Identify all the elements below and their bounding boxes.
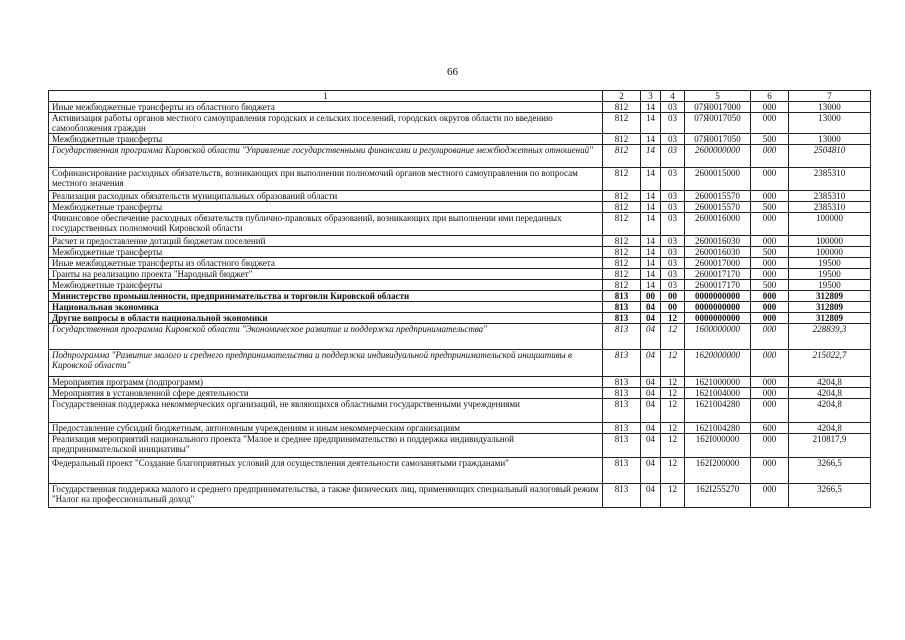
- amount: 2385310: [789, 191, 871, 202]
- amount: 2385310: [789, 202, 871, 213]
- amount: 4204,8: [789, 423, 871, 434]
- section-code: 14: [641, 202, 661, 213]
- ved-code: 812: [603, 102, 641, 113]
- ved-code: 812: [603, 236, 641, 247]
- amount: 228839,3: [789, 324, 871, 350]
- ved-code: 813: [603, 423, 641, 434]
- target-article-code: 0000000000: [685, 313, 751, 324]
- expense-type-code: 500: [751, 134, 789, 145]
- row-name: Государственная программа Кировской области "Экономическое развитие и поддержка предпринимательства": [49, 324, 603, 350]
- target-article-code: 162I255270: [685, 484, 751, 508]
- expense-type-code: 000: [751, 213, 789, 236]
- page-number: 66: [447, 66, 458, 78]
- row-name: Федеральный проект "Создание благоприятных условий для осуществления деятельности самозанятыми гражданами": [49, 458, 603, 484]
- row-name: Реализация мероприятий национального проекта "Малое и среднее предпринимательство и поддержка индивидуальной предпринимательской инициативы": [49, 434, 603, 458]
- row-name: Реализация расходных обязательств муниципальных образований области: [49, 191, 603, 202]
- ved-code: 813: [603, 313, 641, 324]
- target-article-code: 2600000000: [685, 145, 751, 168]
- amount: 13000: [789, 113, 871, 134]
- subsection-code: 12: [661, 350, 685, 377]
- row-name: Государственная поддержка некоммерческих организаций, не являющихся областными государственными учреждениями: [49, 399, 603, 423]
- target-article-code: 1621000000: [685, 377, 751, 388]
- target-article-code: 0000000000: [685, 291, 751, 302]
- target-article-code: 2600015570: [685, 191, 751, 202]
- target-article-code: 1621004280: [685, 399, 751, 423]
- subsection-code: 12: [661, 324, 685, 350]
- expense-type-code: 000: [751, 302, 789, 313]
- subsection-code: 03: [661, 213, 685, 236]
- row-name: Национальная экономика: [49, 302, 603, 313]
- expense-type-code: 000: [751, 168, 789, 191]
- table-row: [49, 434, 871, 458]
- amount: 100000: [789, 213, 871, 236]
- expense-type-code: 000: [751, 377, 789, 388]
- subsection-code: 12: [661, 434, 685, 458]
- subsection-code: 03: [661, 202, 685, 213]
- section-code: 14: [641, 213, 661, 236]
- subsection-code: 12: [661, 399, 685, 423]
- amount: 100000: [789, 247, 871, 258]
- section-code: 04: [641, 399, 661, 423]
- column-header: 1: [49, 91, 603, 102]
- amount: 4204,8: [789, 399, 871, 423]
- section-code: 04: [641, 324, 661, 350]
- target-article-code: 2600015570: [685, 202, 751, 213]
- subsection-code: 12: [661, 313, 685, 324]
- row-name: Государственная поддержка малого и среднего предпринимательства, а также физических лиц, применяющих специальный налоговый режим "Налог на профессиональный доход": [49, 484, 603, 508]
- row-name: Расчет и предоставление дотаций бюджетам поселений: [49, 236, 603, 247]
- row-name: Гранты на реализацию проекта "Народный бюджет": [49, 269, 603, 280]
- section-code: 04: [641, 388, 661, 399]
- amount: 2504810: [789, 145, 871, 168]
- ved-code: 813: [603, 324, 641, 350]
- amount: 3266,5: [789, 484, 871, 508]
- expense-type-code: 000: [751, 145, 789, 168]
- subsection-code: 03: [661, 191, 685, 202]
- column-header: 4: [661, 91, 685, 102]
- subsection-code: 03: [661, 280, 685, 291]
- section-code: 04: [641, 302, 661, 313]
- section-code: 04: [641, 350, 661, 377]
- table-row: [49, 247, 871, 258]
- row-name: Софинансирование расходных обязательств, возникающих при выполнении полномочий органов местного самоуправления по вопросам местного значения: [49, 168, 603, 191]
- target-article-code: 1620000000: [685, 350, 751, 377]
- expense-type-code: 000: [751, 113, 789, 134]
- table-row: [49, 280, 871, 291]
- target-article-code: 2600017170: [685, 269, 751, 280]
- subsection-code: 03: [661, 113, 685, 134]
- table-row: [49, 350, 871, 377]
- ved-code: 812: [603, 258, 641, 269]
- section-code: 00: [641, 291, 661, 302]
- subsection-code: 12: [661, 458, 685, 484]
- row-name: Подпрограмма "Развитие малого и среднего предпринимательства и поддержка индивидуальной предпринимательской инициативы в Кировской области": [49, 350, 603, 377]
- expense-type-code: 600: [751, 423, 789, 434]
- expense-type-code: 000: [751, 291, 789, 302]
- target-article-code: 1621004280: [685, 423, 751, 434]
- amount: 19500: [789, 269, 871, 280]
- row-name: Мероприятия в установленной сфере деятельности: [49, 388, 603, 399]
- amount: 312809: [789, 291, 871, 302]
- subsection-code: 00: [661, 302, 685, 313]
- expense-type-code: 000: [751, 191, 789, 202]
- target-article-code: 2600016000: [685, 213, 751, 236]
- table-row: [49, 399, 871, 423]
- ved-code: 812: [603, 280, 641, 291]
- column-header: 2: [603, 91, 641, 102]
- target-article-code: 07Я0017050: [685, 113, 751, 134]
- expense-type-code: 000: [751, 388, 789, 399]
- amount: 4204,8: [789, 388, 871, 399]
- row-name: Иные межбюджетные трансферты из областного бюджета: [49, 258, 603, 269]
- table-row: [49, 388, 871, 399]
- column-header: 3: [641, 91, 661, 102]
- ved-code: 813: [603, 484, 641, 508]
- table-row: [49, 202, 871, 213]
- ved-code: 812: [603, 191, 641, 202]
- table-row: [49, 313, 871, 324]
- amount: 13000: [789, 102, 871, 113]
- ved-code: 813: [603, 399, 641, 423]
- ved-code: 813: [603, 434, 641, 458]
- target-article-code: 0000000000: [685, 302, 751, 313]
- section-code: 14: [641, 145, 661, 168]
- amount: 210817,9: [789, 434, 871, 458]
- amount: 215022,7: [789, 350, 871, 377]
- section-code: 14: [641, 236, 661, 247]
- target-article-code: 2600015000: [685, 168, 751, 191]
- table-row: [49, 302, 871, 313]
- section-code: 14: [641, 247, 661, 258]
- ved-code: 813: [603, 350, 641, 377]
- column-header: 5: [685, 91, 751, 102]
- target-article-code: 2600016030: [685, 247, 751, 258]
- section-code: 14: [641, 280, 661, 291]
- target-article-code: 2600016030: [685, 236, 751, 247]
- amount: 3266,5: [789, 458, 871, 484]
- target-article-code: 1621004000: [685, 388, 751, 399]
- target-article-code: 2600017000: [685, 258, 751, 269]
- table-row: [49, 423, 871, 434]
- table-row: [49, 134, 871, 145]
- row-name: Межбюджетные трансферты: [49, 247, 603, 258]
- subsection-code: 03: [661, 258, 685, 269]
- row-name: Иные межбюджетные трансферты из областного бюджета: [49, 102, 603, 113]
- row-name: Межбюджетные трансферты: [49, 202, 603, 213]
- expense-type-code: 000: [751, 324, 789, 350]
- expense-type-code: 000: [751, 269, 789, 280]
- expense-type-code: 000: [751, 458, 789, 484]
- ved-code: 812: [603, 269, 641, 280]
- expense-type-code: 000: [751, 258, 789, 269]
- row-name: Предоставление субсидий бюджетным, автономным учреждениям и иным некоммерческим организациям: [49, 423, 603, 434]
- subsection-code: 03: [661, 102, 685, 113]
- subsection-code: 00: [661, 291, 685, 302]
- subsection-code: 12: [661, 423, 685, 434]
- section-code: 14: [641, 258, 661, 269]
- table-row: [49, 213, 871, 236]
- row-name: Межбюджетные трансферты: [49, 134, 603, 145]
- section-code: 14: [641, 113, 661, 134]
- amount: 19500: [789, 258, 871, 269]
- section-code: 14: [641, 168, 661, 191]
- subsection-code: 12: [661, 377, 685, 388]
- table-row: [49, 258, 871, 269]
- expense-type-code: 000: [751, 313, 789, 324]
- subsection-code: 03: [661, 145, 685, 168]
- section-code: 14: [641, 269, 661, 280]
- expense-type-code: 000: [751, 102, 789, 113]
- ved-code: 813: [603, 458, 641, 484]
- expense-type-code: 000: [751, 350, 789, 377]
- expense-type-code: 000: [751, 434, 789, 458]
- ved-code: 812: [603, 168, 641, 191]
- expense-type-code: 000: [751, 484, 789, 508]
- ved-code: 812: [603, 113, 641, 134]
- row-name: Мероприятия программ (подпрограмм): [49, 377, 603, 388]
- subsection-code: 03: [661, 247, 685, 258]
- table-row: [49, 168, 871, 191]
- table-row: [49, 113, 871, 134]
- subsection-code: 03: [661, 168, 685, 191]
- ved-code: 812: [603, 134, 641, 145]
- amount: 13000: [789, 134, 871, 145]
- row-name: Межбюджетные трансферты: [49, 280, 603, 291]
- target-article-code: 2600017170: [685, 280, 751, 291]
- row-name: Активизация работы органов местного самоуправления городских и сельских поселений, городских округов области по введению самообложения граждан: [49, 113, 603, 134]
- ved-code: 813: [603, 377, 641, 388]
- ved-code: 813: [603, 302, 641, 313]
- amount: 100000: [789, 236, 871, 247]
- table-row: [49, 458, 871, 484]
- row-name: Министерство промышленности, предпринимательства и торговли Кировской области: [49, 291, 603, 302]
- target-article-code: 162I200000: [685, 458, 751, 484]
- target-article-code: 1600000000: [685, 324, 751, 350]
- ved-code: 812: [603, 213, 641, 236]
- column-header: 7: [789, 91, 871, 102]
- target-article-code: 162I000000: [685, 434, 751, 458]
- section-code: 04: [641, 313, 661, 324]
- column-number-row: [49, 91, 871, 102]
- amount: 4204,8: [789, 377, 871, 388]
- section-code: 14: [641, 134, 661, 145]
- expense-type-code: 000: [751, 399, 789, 423]
- table-row: [49, 291, 871, 302]
- table-body: [49, 102, 871, 508]
- table-row: [49, 324, 871, 350]
- section-code: 14: [641, 102, 661, 113]
- amount: 19500: [789, 280, 871, 291]
- ved-code: 813: [603, 388, 641, 399]
- subsection-code: 03: [661, 269, 685, 280]
- ved-code: 812: [603, 202, 641, 213]
- table-row: [49, 269, 871, 280]
- subsection-code: 12: [661, 388, 685, 399]
- section-code: 04: [641, 423, 661, 434]
- amount: 2385310: [789, 168, 871, 191]
- target-article-code: 07Я0017050: [685, 134, 751, 145]
- table-row: [49, 145, 871, 168]
- table-row: [49, 484, 871, 508]
- row-name: Финансовое обеспечение расходных обязательств публично-правовых образований, возникающих при выполнении ими переданных государственных полномочий Кировской области: [49, 213, 603, 236]
- ved-code: 813: [603, 291, 641, 302]
- target-article-code: 07Я0017000: [685, 102, 751, 113]
- section-code: 04: [641, 377, 661, 388]
- row-name: Другие вопросы в области национальной экономики: [49, 313, 603, 324]
- amount: 312809: [789, 313, 871, 324]
- table-row: [49, 191, 871, 202]
- row-name: Государственная программа Кировской области "Управление государственными финансами и регулирование межбюджетных отношений": [49, 145, 603, 168]
- subsection-code: 12: [661, 484, 685, 508]
- table-row: [49, 377, 871, 388]
- subsection-code: 03: [661, 236, 685, 247]
- ved-code: 812: [603, 247, 641, 258]
- budget-table: [48, 90, 871, 508]
- section-code: 04: [641, 434, 661, 458]
- amount: 312809: [789, 302, 871, 313]
- ved-code: 812: [603, 145, 641, 168]
- expense-type-code: 500: [751, 202, 789, 213]
- table-row: [49, 102, 871, 113]
- subsection-code: 03: [661, 134, 685, 145]
- expense-type-code: 000: [751, 236, 789, 247]
- section-code: 04: [641, 458, 661, 484]
- expense-type-code: 500: [751, 280, 789, 291]
- table-row: [49, 236, 871, 247]
- expense-type-code: 500: [751, 247, 789, 258]
- column-header: 6: [751, 91, 789, 102]
- section-code: 14: [641, 191, 661, 202]
- section-code: 04: [641, 484, 661, 508]
